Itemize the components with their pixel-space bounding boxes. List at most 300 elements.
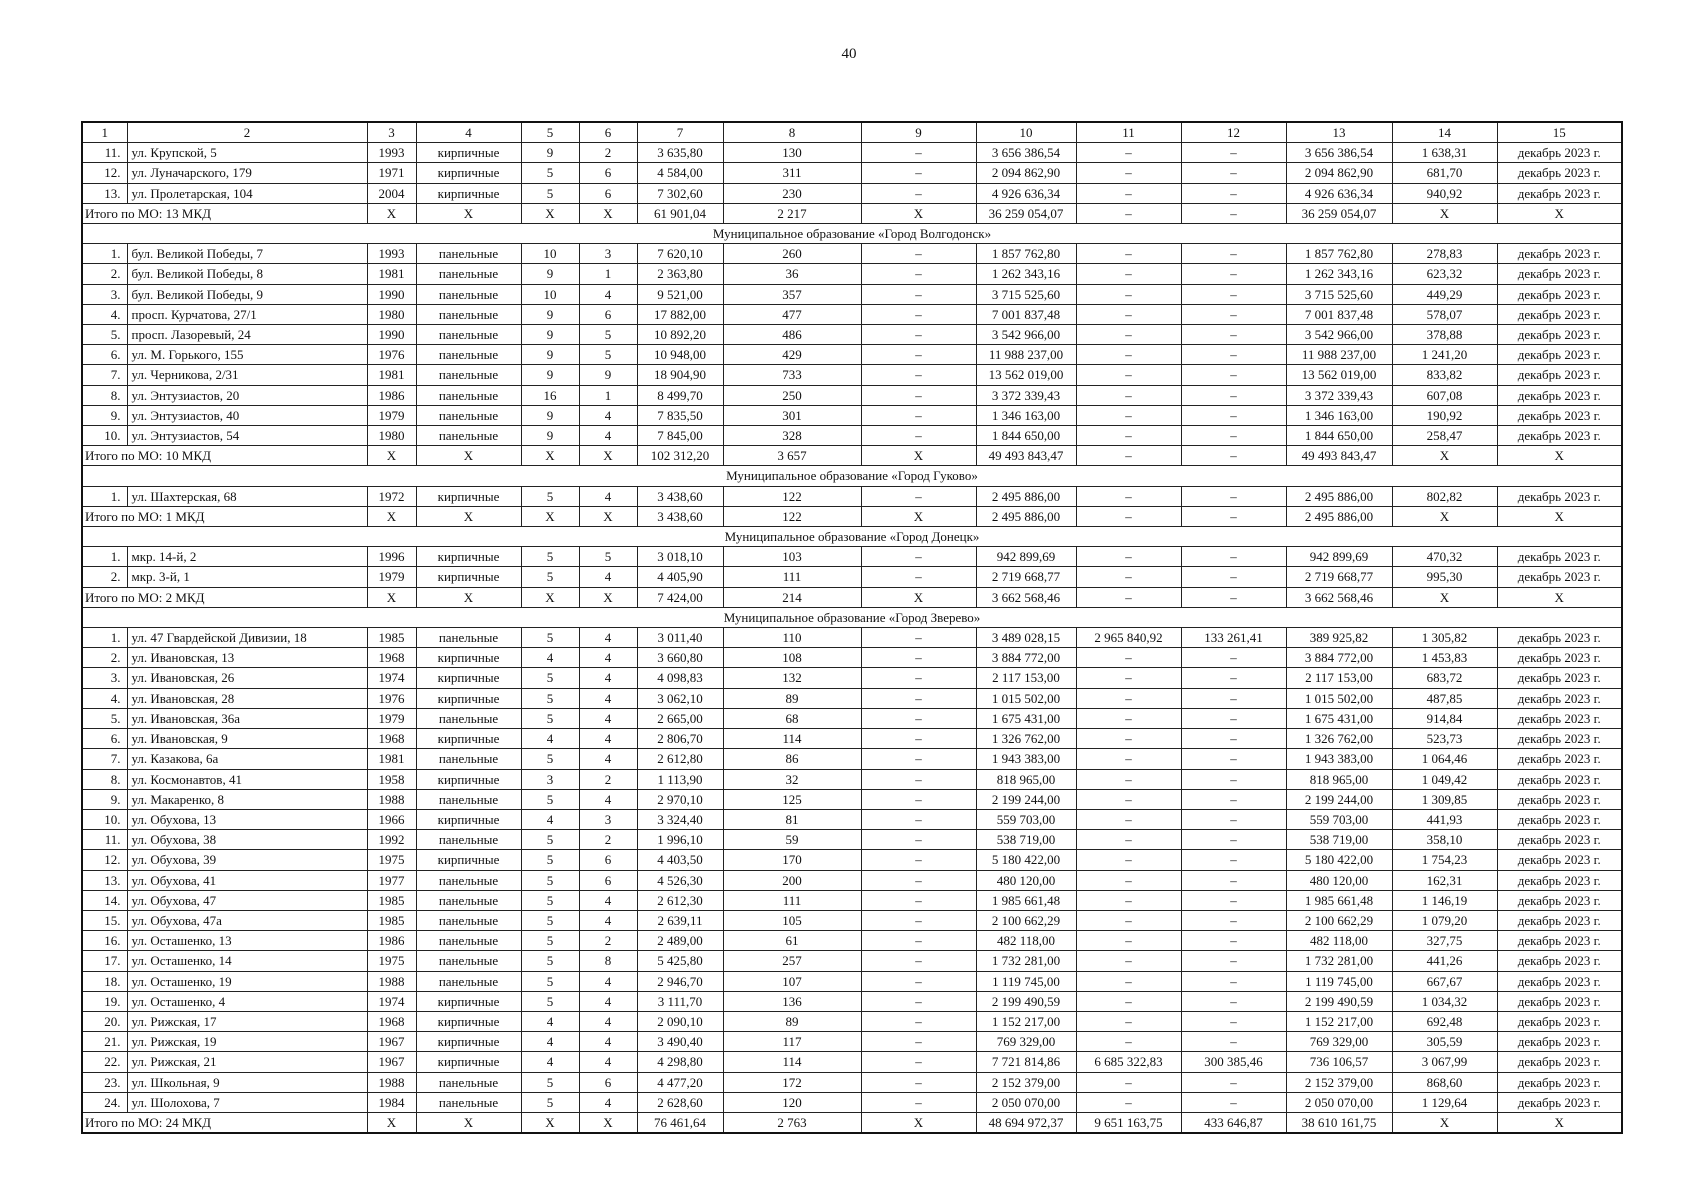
- building-cell-col-11: –: [1076, 567, 1181, 587]
- building-cell-col-10: 2 719 668,77: [976, 567, 1076, 587]
- building-cell-col-5: 5: [521, 547, 579, 567]
- building-cell-col-13: 1 152 217,00: [1286, 1011, 1392, 1031]
- building-cell-col-10: 1 262 343,16: [976, 264, 1076, 284]
- building-cell-col-15: декабрь 2023 г.: [1497, 628, 1622, 648]
- building-cell-col-6: 4: [579, 1092, 637, 1112]
- building-cell-col-14: 607,08: [1392, 385, 1497, 405]
- building-cell-col-7: 17 882,00: [637, 304, 723, 324]
- building-cell-col-6: 4: [579, 567, 637, 587]
- building-cell-col-4: панельные: [416, 890, 521, 910]
- building-cell-col-11: –: [1076, 1032, 1181, 1052]
- building-cell-col-11: –: [1076, 304, 1181, 324]
- total-cell-col-8: 122: [723, 506, 861, 526]
- building-cell-col-12: –: [1181, 789, 1286, 809]
- row-number: 8.: [82, 385, 127, 405]
- housing-register-table: [81, 121, 1623, 1134]
- building-cell-col-11: –: [1076, 1092, 1181, 1112]
- building-cell-col-6: 6: [579, 870, 637, 890]
- building-cell-col-6: 4: [579, 284, 637, 304]
- building-cell-col-3: 1988: [367, 789, 416, 809]
- building-row: [82, 648, 1622, 668]
- building-cell-col-10: 818 965,00: [976, 769, 1076, 789]
- building-cell-col-13: 2 199 244,00: [1286, 789, 1392, 809]
- column-number-14: 14: [1392, 122, 1497, 143]
- building-address: ул. Черникова, 2/31: [127, 365, 367, 385]
- building-address: ул. Ивановская, 9: [127, 729, 367, 749]
- building-cell-col-6: 4: [579, 486, 637, 506]
- building-cell-col-7: 2 628,60: [637, 1092, 723, 1112]
- building-cell-col-6: 4: [579, 1032, 637, 1052]
- building-cell-col-8: 328: [723, 426, 861, 446]
- building-cell-col-9: –: [861, 486, 976, 506]
- building-cell-col-11: –: [1076, 143, 1181, 163]
- building-cell-col-12: –: [1181, 850, 1286, 870]
- building-cell-col-11: –: [1076, 264, 1181, 284]
- building-cell-col-11: –: [1076, 405, 1181, 425]
- building-cell-col-5: 5: [521, 163, 579, 183]
- building-cell-col-3: 1986: [367, 931, 416, 951]
- building-address: бул. Великой Победы, 8: [127, 264, 367, 284]
- building-cell-col-12: –: [1181, 931, 1286, 951]
- total-cell-col-14: Х: [1392, 203, 1497, 223]
- total-label: Итого по МО: 24 МКД: [82, 1112, 367, 1133]
- total-cell-col-14: Х: [1392, 506, 1497, 526]
- building-cell-col-11: –: [1076, 284, 1181, 304]
- building-cell-col-14: 940,92: [1392, 183, 1497, 203]
- building-cell-col-3: 1992: [367, 830, 416, 850]
- building-cell-col-13: 538 719,00: [1286, 830, 1392, 850]
- building-cell-col-14: 1 453,83: [1392, 648, 1497, 668]
- building-cell-col-10: 942 899,69: [976, 547, 1076, 567]
- building-cell-col-10: 1 152 217,00: [976, 1011, 1076, 1031]
- building-cell-col-6: 5: [579, 345, 637, 365]
- row-number: 21.: [82, 1032, 127, 1052]
- building-cell-col-7: 7 845,00: [637, 426, 723, 446]
- building-cell-col-15: декабрь 2023 г.: [1497, 567, 1622, 587]
- building-cell-col-14: 1 309,85: [1392, 789, 1497, 809]
- building-cell-col-6: 4: [579, 971, 637, 991]
- building-cell-col-12: –: [1181, 567, 1286, 587]
- building-cell-col-14: 441,93: [1392, 809, 1497, 829]
- building-cell-col-10: 3 656 386,54: [976, 143, 1076, 163]
- total-cell-col-10: 3 662 568,46: [976, 587, 1076, 607]
- total-cell-col-3: Х: [367, 587, 416, 607]
- building-cell-col-9: –: [861, 1092, 976, 1112]
- building-cell-col-10: 11 988 237,00: [976, 345, 1076, 365]
- total-cell-col-7: 61 901,04: [637, 203, 723, 223]
- total-cell-col-3: Х: [367, 1112, 416, 1133]
- building-cell-col-15: декабрь 2023 г.: [1497, 648, 1622, 668]
- building-cell-col-9: –: [861, 284, 976, 304]
- building-row: [82, 1052, 1622, 1072]
- building-cell-col-3: 1979: [367, 567, 416, 587]
- total-label: Итого по МО: 1 МКД: [82, 506, 367, 526]
- building-cell-col-8: 311: [723, 163, 861, 183]
- building-cell-col-13: 11 988 237,00: [1286, 345, 1392, 365]
- building-cell-col-14: 441,26: [1392, 951, 1497, 971]
- building-cell-col-5: 5: [521, 708, 579, 728]
- building-cell-col-12: –: [1181, 385, 1286, 405]
- column-number-6: 6: [579, 122, 637, 143]
- table-body: [82, 143, 1622, 1133]
- building-row: [82, 1072, 1622, 1092]
- building-cell-col-7: 3 660,80: [637, 648, 723, 668]
- building-cell-col-14: 327,75: [1392, 931, 1497, 951]
- building-cell-col-11: –: [1076, 931, 1181, 951]
- building-cell-col-13: 1 943 383,00: [1286, 749, 1392, 769]
- total-cell-col-11: –: [1076, 587, 1181, 607]
- building-cell-col-14: 1 129,64: [1392, 1092, 1497, 1112]
- building-cell-col-5: 9: [521, 304, 579, 324]
- building-cell-col-4: панельные: [416, 931, 521, 951]
- building-row: [82, 244, 1622, 264]
- total-cell-col-13: 38 610 161,75: [1286, 1112, 1392, 1133]
- building-cell-col-5: 5: [521, 951, 579, 971]
- building-cell-col-6: 8: [579, 951, 637, 971]
- building-cell-col-10: 1 015 502,00: [976, 688, 1076, 708]
- total-cell-col-8: 3 657: [723, 446, 861, 466]
- building-cell-col-12: –: [1181, 910, 1286, 930]
- building-cell-col-11: –: [1076, 244, 1181, 264]
- building-row: [82, 931, 1622, 951]
- building-cell-col-10: 13 562 019,00: [976, 365, 1076, 385]
- row-number: 4.: [82, 304, 127, 324]
- building-row: [82, 426, 1622, 446]
- building-cell-col-12: –: [1181, 769, 1286, 789]
- building-cell-col-13: 769 329,00: [1286, 1032, 1392, 1052]
- building-cell-col-14: 868,60: [1392, 1072, 1497, 1092]
- building-cell-col-3: 1967: [367, 1052, 416, 1072]
- row-number: 2.: [82, 567, 127, 587]
- building-cell-col-12: –: [1181, 284, 1286, 304]
- building-cell-col-4: кирпичные: [416, 1032, 521, 1052]
- building-cell-col-15: декабрь 2023 г.: [1497, 870, 1622, 890]
- total-cell-col-3: Х: [367, 203, 416, 223]
- building-cell-col-11: –: [1076, 951, 1181, 971]
- building-cell-col-10: 1 732 281,00: [976, 951, 1076, 971]
- building-cell-col-15: декабрь 2023 г.: [1497, 304, 1622, 324]
- building-cell-col-4: панельные: [416, 244, 521, 264]
- building-cell-col-14: 578,07: [1392, 304, 1497, 324]
- building-cell-col-12: –: [1181, 749, 1286, 769]
- building-cell-col-10: 769 329,00: [976, 1032, 1076, 1052]
- building-cell-col-14: 995,30: [1392, 567, 1497, 587]
- building-cell-col-8: 136: [723, 991, 861, 1011]
- row-number: 10.: [82, 809, 127, 829]
- building-cell-col-6: 3: [579, 809, 637, 829]
- building-cell-col-3: 1993: [367, 143, 416, 163]
- building-cell-col-14: 623,32: [1392, 264, 1497, 284]
- building-cell-col-12: –: [1181, 244, 1286, 264]
- total-cell-col-9: Х: [861, 1112, 976, 1133]
- building-cell-col-5: 5: [521, 688, 579, 708]
- building-cell-col-9: –: [861, 850, 976, 870]
- building-cell-col-6: 4: [579, 910, 637, 930]
- row-number: 6.: [82, 729, 127, 749]
- building-cell-col-8: 114: [723, 729, 861, 749]
- building-cell-col-7: 7 835,50: [637, 405, 723, 425]
- building-address: ул. Рижская, 19: [127, 1032, 367, 1052]
- building-row: [82, 830, 1622, 850]
- building-cell-col-7: 9 521,00: [637, 284, 723, 304]
- total-cell-col-11: –: [1076, 506, 1181, 526]
- building-cell-col-8: 107: [723, 971, 861, 991]
- total-cell-col-13: 3 662 568,46: [1286, 587, 1392, 607]
- building-cell-col-9: –: [861, 385, 976, 405]
- building-cell-col-6: 4: [579, 426, 637, 446]
- building-cell-col-13: 818 965,00: [1286, 769, 1392, 789]
- building-cell-col-12: –: [1181, 405, 1286, 425]
- building-cell-col-15: декабрь 2023 г.: [1497, 547, 1622, 567]
- building-cell-col-15: декабрь 2023 г.: [1497, 789, 1622, 809]
- total-cell-col-12: –: [1181, 203, 1286, 223]
- building-cell-col-10: 1 857 762,80: [976, 244, 1076, 264]
- building-cell-col-6: 4: [579, 668, 637, 688]
- building-cell-col-4: кирпичные: [416, 567, 521, 587]
- building-cell-col-6: 6: [579, 304, 637, 324]
- building-row: [82, 163, 1622, 183]
- total-cell-col-5: Х: [521, 1112, 579, 1133]
- building-cell-col-3: 1980: [367, 304, 416, 324]
- row-number: 12.: [82, 163, 127, 183]
- building-cell-col-15: декабрь 2023 г.: [1497, 405, 1622, 425]
- building-cell-col-5: 9: [521, 426, 579, 446]
- building-cell-col-6: 6: [579, 183, 637, 203]
- building-cell-col-14: 914,84: [1392, 708, 1497, 728]
- building-cell-col-14: 1 754,23: [1392, 850, 1497, 870]
- building-cell-col-8: 125: [723, 789, 861, 809]
- row-number: 13.: [82, 183, 127, 203]
- building-cell-col-3: 1976: [367, 688, 416, 708]
- building-row: [82, 991, 1622, 1011]
- building-cell-col-15: декабрь 2023 г.: [1497, 971, 1622, 991]
- building-cell-col-4: панельные: [416, 749, 521, 769]
- building-cell-col-12: 133 261,41: [1181, 628, 1286, 648]
- building-cell-col-5: 5: [521, 850, 579, 870]
- building-row: [82, 1011, 1622, 1031]
- building-cell-col-10: 1 844 650,00: [976, 426, 1076, 446]
- building-cell-col-15: декабрь 2023 г.: [1497, 264, 1622, 284]
- total-cell-col-13: 49 493 843,47: [1286, 446, 1392, 466]
- building-cell-col-15: декабрь 2023 г.: [1497, 365, 1622, 385]
- building-cell-col-14: 162,31: [1392, 870, 1497, 890]
- building-cell-col-10: 559 703,00: [976, 809, 1076, 829]
- row-number: 7.: [82, 365, 127, 385]
- building-cell-col-3: 1981: [367, 264, 416, 284]
- row-number: 22.: [82, 1052, 127, 1072]
- building-address: ул. Ивановская, 28: [127, 688, 367, 708]
- building-cell-col-11: –: [1076, 365, 1181, 385]
- building-cell-col-10: 1 985 661,48: [976, 890, 1076, 910]
- building-cell-col-3: 1971: [367, 163, 416, 183]
- column-number-12: 12: [1181, 122, 1286, 143]
- building-cell-col-4: панельные: [416, 1092, 521, 1112]
- building-cell-col-14: 1 305,82: [1392, 628, 1497, 648]
- building-cell-col-10: 7 001 837,48: [976, 304, 1076, 324]
- row-number: 17.: [82, 951, 127, 971]
- building-cell-col-13: 559 703,00: [1286, 809, 1392, 829]
- total-cell-col-14: Х: [1392, 587, 1497, 607]
- building-cell-col-4: панельные: [416, 405, 521, 425]
- municipality-total-row: [82, 1112, 1622, 1133]
- building-cell-col-11: –: [1076, 749, 1181, 769]
- building-cell-col-4: панельные: [416, 971, 521, 991]
- building-cell-col-8: 86: [723, 749, 861, 769]
- building-cell-col-3: 1967: [367, 1032, 416, 1052]
- building-cell-col-4: кирпичные: [416, 143, 521, 163]
- total-cell-col-5: Х: [521, 587, 579, 607]
- total-cell-col-10: 36 259 054,07: [976, 203, 1076, 223]
- building-cell-col-8: 105: [723, 910, 861, 930]
- building-cell-col-8: 301: [723, 405, 861, 425]
- building-cell-col-11: –: [1076, 729, 1181, 749]
- building-cell-col-7: 3 062,10: [637, 688, 723, 708]
- building-cell-col-15: декабрь 2023 г.: [1497, 668, 1622, 688]
- building-address: ул. Осташенко, 13: [127, 931, 367, 951]
- building-cell-col-7: 2 970,10: [637, 789, 723, 809]
- total-cell-col-7: 102 312,20: [637, 446, 723, 466]
- building-cell-col-5: 5: [521, 870, 579, 890]
- building-cell-col-5: 5: [521, 749, 579, 769]
- building-cell-col-5: 5: [521, 1072, 579, 1092]
- building-cell-col-15: декабрь 2023 г.: [1497, 809, 1622, 829]
- building-cell-col-5: 5: [521, 971, 579, 991]
- building-address: ул. Осташенко, 4: [127, 991, 367, 1011]
- building-cell-col-4: кирпичные: [416, 668, 521, 688]
- building-cell-col-13: 2 050 070,00: [1286, 1092, 1392, 1112]
- building-cell-col-15: декабрь 2023 г.: [1497, 426, 1622, 446]
- building-cell-col-12: –: [1181, 163, 1286, 183]
- building-cell-col-6: 4: [579, 789, 637, 809]
- building-cell-col-10: 538 719,00: [976, 830, 1076, 850]
- row-number: 8.: [82, 769, 127, 789]
- building-cell-col-6: 4: [579, 749, 637, 769]
- building-cell-col-6: 2: [579, 830, 637, 850]
- building-address: ул. Осташенко, 14: [127, 951, 367, 971]
- building-cell-col-3: 1974: [367, 991, 416, 1011]
- building-cell-col-3: 1976: [367, 345, 416, 365]
- total-cell-col-8: 2 763: [723, 1112, 861, 1133]
- building-cell-col-14: 667,67: [1392, 971, 1497, 991]
- building-row: [82, 325, 1622, 345]
- building-address: ул. Обухова, 47: [127, 890, 367, 910]
- building-cell-col-11: –: [1076, 183, 1181, 203]
- building-cell-col-12: –: [1181, 830, 1286, 850]
- municipality-section-row: [82, 527, 1622, 547]
- total-cell-col-7: 7 424,00: [637, 587, 723, 607]
- municipality-section-title: Муниципальное образование «Город Донецк»: [82, 527, 1622, 547]
- building-cell-col-4: кирпичные: [416, 486, 521, 506]
- building-row: [82, 385, 1622, 405]
- building-cell-col-9: –: [861, 345, 976, 365]
- row-number: 11.: [82, 830, 127, 850]
- building-cell-col-5: 5: [521, 789, 579, 809]
- column-number-13: 13: [1286, 122, 1392, 143]
- building-cell-col-9: –: [861, 1072, 976, 1092]
- total-cell-col-8: 2 217: [723, 203, 861, 223]
- building-cell-col-8: 477: [723, 304, 861, 324]
- building-cell-col-13: 3 715 525,60: [1286, 284, 1392, 304]
- building-cell-col-10: 2 050 070,00: [976, 1092, 1076, 1112]
- building-row: [82, 708, 1622, 728]
- building-cell-col-14: 449,29: [1392, 284, 1497, 304]
- building-cell-col-5: 5: [521, 183, 579, 203]
- building-address: просп. Курчатова, 27/1: [127, 304, 367, 324]
- building-cell-col-9: –: [861, 1032, 976, 1052]
- building-address: ул. Осташенко, 19: [127, 971, 367, 991]
- row-number: 4.: [82, 688, 127, 708]
- building-cell-col-4: кирпичные: [416, 769, 521, 789]
- building-cell-col-14: 1 638,31: [1392, 143, 1497, 163]
- building-cell-col-8: 103: [723, 547, 861, 567]
- building-cell-col-5: 4: [521, 1011, 579, 1031]
- building-cell-col-6: 4: [579, 648, 637, 668]
- building-cell-col-13: 3 372 339,43: [1286, 385, 1392, 405]
- building-cell-col-12: –: [1181, 486, 1286, 506]
- building-cell-col-4: панельные: [416, 951, 521, 971]
- building-cell-col-8: 110: [723, 628, 861, 648]
- building-cell-col-3: 1981: [367, 749, 416, 769]
- building-cell-col-6: 6: [579, 1072, 637, 1092]
- building-cell-col-3: 1975: [367, 850, 416, 870]
- building-cell-col-4: кирпичные: [416, 850, 521, 870]
- building-cell-col-13: 1 119 745,00: [1286, 971, 1392, 991]
- building-cell-col-14: 1 064,46: [1392, 749, 1497, 769]
- building-cell-col-12: –: [1181, 143, 1286, 163]
- building-cell-col-6: 3: [579, 244, 637, 264]
- row-number: 7.: [82, 749, 127, 769]
- row-number: 16.: [82, 931, 127, 951]
- building-row: [82, 769, 1622, 789]
- column-number-1: 1: [82, 122, 127, 143]
- building-cell-col-3: 1974: [367, 668, 416, 688]
- building-cell-col-4: кирпичные: [416, 183, 521, 203]
- total-cell-col-6: Х: [579, 506, 637, 526]
- building-address: ул. Обухова, 47а: [127, 910, 367, 930]
- building-cell-col-3: 2004: [367, 183, 416, 203]
- building-cell-col-5: 4: [521, 729, 579, 749]
- building-cell-col-10: 2 152 379,00: [976, 1072, 1076, 1092]
- building-cell-col-14: 190,92: [1392, 405, 1497, 425]
- building-cell-col-8: 68: [723, 708, 861, 728]
- building-cell-col-13: 1 732 281,00: [1286, 951, 1392, 971]
- building-cell-col-3: 1990: [367, 325, 416, 345]
- building-cell-col-6: 1: [579, 385, 637, 405]
- building-address: ул. Луначарского, 179: [127, 163, 367, 183]
- total-cell-col-15: Х: [1497, 506, 1622, 526]
- row-number: 9.: [82, 405, 127, 425]
- building-cell-col-11: –: [1076, 688, 1181, 708]
- building-cell-col-11: –: [1076, 708, 1181, 728]
- column-number-11: 11: [1076, 122, 1181, 143]
- building-cell-col-4: панельные: [416, 345, 521, 365]
- building-cell-col-4: кирпичные: [416, 1011, 521, 1031]
- column-number-2: 2: [127, 122, 367, 143]
- building-cell-col-12: –: [1181, 668, 1286, 688]
- municipality-section-title: Муниципальное образование «Город Волгодонск»: [82, 224, 1622, 244]
- building-cell-col-8: 114: [723, 1052, 861, 1072]
- building-cell-col-5: 9: [521, 345, 579, 365]
- building-cell-col-14: 692,48: [1392, 1011, 1497, 1031]
- building-cell-col-12: –: [1181, 870, 1286, 890]
- building-cell-col-15: декабрь 2023 г.: [1497, 931, 1622, 951]
- building-cell-col-7: 2 806,70: [637, 729, 723, 749]
- building-cell-col-12: –: [1181, 729, 1286, 749]
- building-row: [82, 850, 1622, 870]
- building-cell-col-5: 16: [521, 385, 579, 405]
- building-cell-col-8: 61: [723, 931, 861, 951]
- building-cell-col-9: –: [861, 547, 976, 567]
